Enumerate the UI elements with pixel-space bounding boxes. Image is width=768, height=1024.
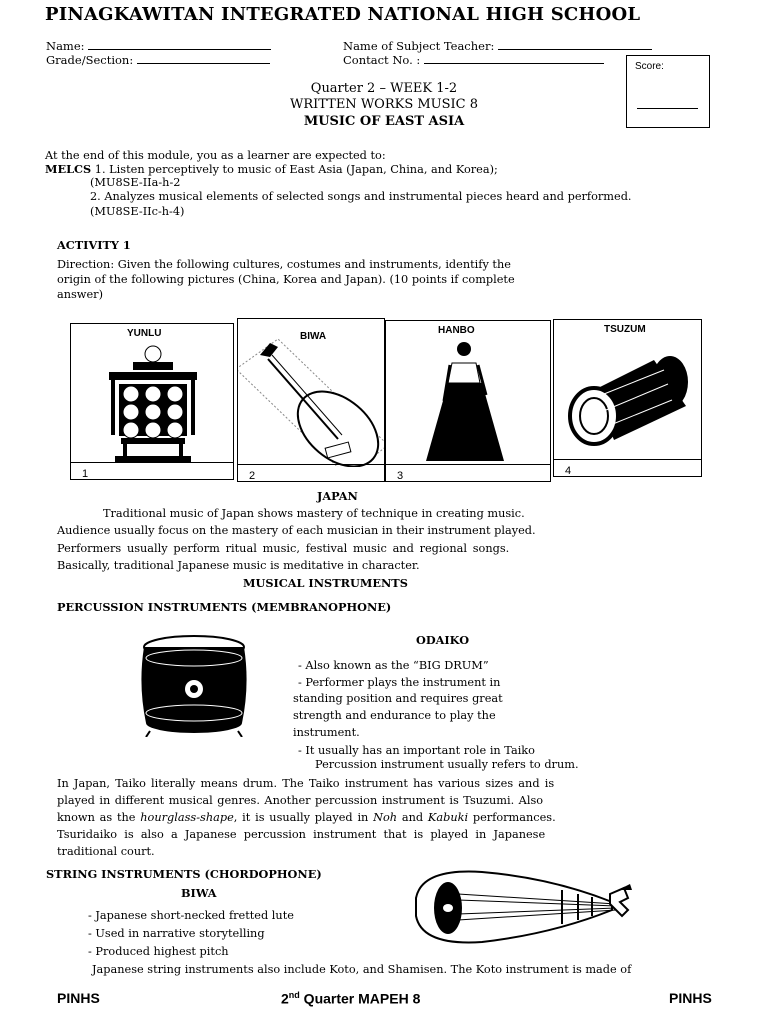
taiko-para-line: played in different musical genres. Another percussion instrument is Tsuzumi. Also [57,794,544,807]
odaiko-bullet: Percussion instrument usually refers to drum. [315,758,579,771]
teacher-blank[interactable] [498,40,652,50]
string-heading: STRING INSTRUMENTS (CHORDOPHONE) [46,867,322,881]
name-blank[interactable] [88,40,271,50]
picture-caption: TSUZUM [604,324,646,335]
yunlu-illustration [71,324,234,464]
quarter-week: Quarter 2 – WEEK 1-2 [310,81,458,96]
footer-right: PINHS [669,990,712,1006]
biwa-bullet: - Japanese short-necked fretted lute [88,909,294,922]
melcs-code-2: (MU8SE-IIc-h-4) [90,205,185,218]
taiko-para-line: traditional court. [57,845,155,858]
biwa-heading: BIWA [181,886,217,900]
teacher-field [343,39,652,53]
odaiko-bullet: strength and endurance to play the [293,709,496,722]
direction-line-1: Direction: Given the following cultures, costumes and instruments, identify the [57,258,511,271]
contact-field [343,53,604,67]
hanbok-illustration [386,321,551,467]
odaiko-drum-illustration [140,633,252,737]
grade-blank[interactable] [137,54,270,64]
odaiko-bullet: - Performer plays the instrument in [298,676,501,689]
teacher-label: Name of Subject Teacher: [343,39,495,53]
name-label: Name: [46,39,85,53]
japan-para-line: Performers usually perform ritual music, festival music and regional songs. [57,542,510,555]
picture-caption: HANBO [438,325,475,336]
picture-number: 1 [82,468,89,480]
odaiko-heading: ODAIKO [416,633,470,647]
footer-left: PINHS [57,990,100,1006]
written-works-title: WRITTEN WORKS MUSIC 8 [289,97,479,112]
school-name: PINAGKAWITAN INTEGRATED NATIONAL HIGH SCHOOL [45,4,641,25]
japan-heading: JAPAN [317,489,358,503]
picture-number: 2 [249,470,256,482]
picture-biwa [237,318,385,482]
melcs-code-1: (MU8SE-IIa-h-2 [90,176,181,189]
grade-label: Grade/Section: [46,53,134,67]
footer-center: 2nd Quarter MAPEH 8 [281,990,421,1007]
melcs-label: MELCS [45,162,92,176]
picture-tsuzumi [553,319,702,477]
japan-para-line: Basically, traditional Japanese music is meditative in character. [57,559,420,572]
taiko-para-line: Tsuridaiko is also a Japanese percussion instrument that is played in Japanese [57,828,546,841]
picture-number: 4 [565,465,572,477]
objectives-intro: At the end of this module, you as a learner are expected to: [45,149,386,162]
name-field [46,39,271,53]
tsuzumi-illustration [554,320,702,461]
contact-blank[interactable] [424,54,604,64]
grade-field [46,53,270,67]
taiko-para-line: known as the hourglass-shape, it is usually played in Noh and Kabuki performances. [57,811,556,824]
odaiko-bullet: - Also known as the “BIG DRUM” [298,659,489,672]
activity-title: ACTIVITY 1 [57,238,131,252]
taiko-para-line: In Japan, Taiko literally means drum. The Taiko instrument has various sizes and is [57,777,555,790]
melcs-item-2: 2. Analyzes musical elements of selected songs and instrumental pieces heard and performed. [90,190,632,203]
japan-para-line: Traditional music of Japan shows mastery of technique in creating music. [103,507,525,520]
page-title: MUSIC OF EAST ASIA [303,114,465,129]
biwa-bullet: - Used in narrative storytelling [88,927,265,940]
odaiko-bullet: standing position and requires great [293,692,503,705]
biwa-bullet: - Produced highest pitch [88,945,229,958]
picture-number: 3 [397,470,404,482]
picture-hanbok [385,320,551,482]
odaiko-bullet: instrument. [293,726,360,739]
direction-line-2: origin of the following pictures (China, Korea and Japan). (10 points if complete [57,273,515,286]
score-label: Score: [635,61,664,72]
biwa-illustration [238,319,385,467]
percussion-heading: PERCUSSION INSTRUMENTS (MEMBRANOPHONE) [57,600,392,614]
string-para-line: Japanese string instruments also include Koto, and Shamisen. The Koto instrument is made of [92,963,632,976]
biwa-lute-illustration [412,864,638,952]
japan-para-line: Audience usually focus on the mastery of each musician in their instrument played. [57,524,536,537]
odaiko-bullet: - It usually has an important role in Taiko [298,744,535,757]
picture-caption: BIWA [300,331,327,342]
musical-instruments-heading: MUSICAL INSTRUMENTS [243,576,408,590]
picture-caption: YUNLU [127,328,162,339]
picture-yunlu [70,323,234,480]
melcs-item-1-text: 1. Listen perceptively to music of East Asia (Japan, China, and Korea); [91,163,498,176]
direction-line-3: answer) [57,288,103,301]
contact-label: Contact No. : [343,53,421,67]
